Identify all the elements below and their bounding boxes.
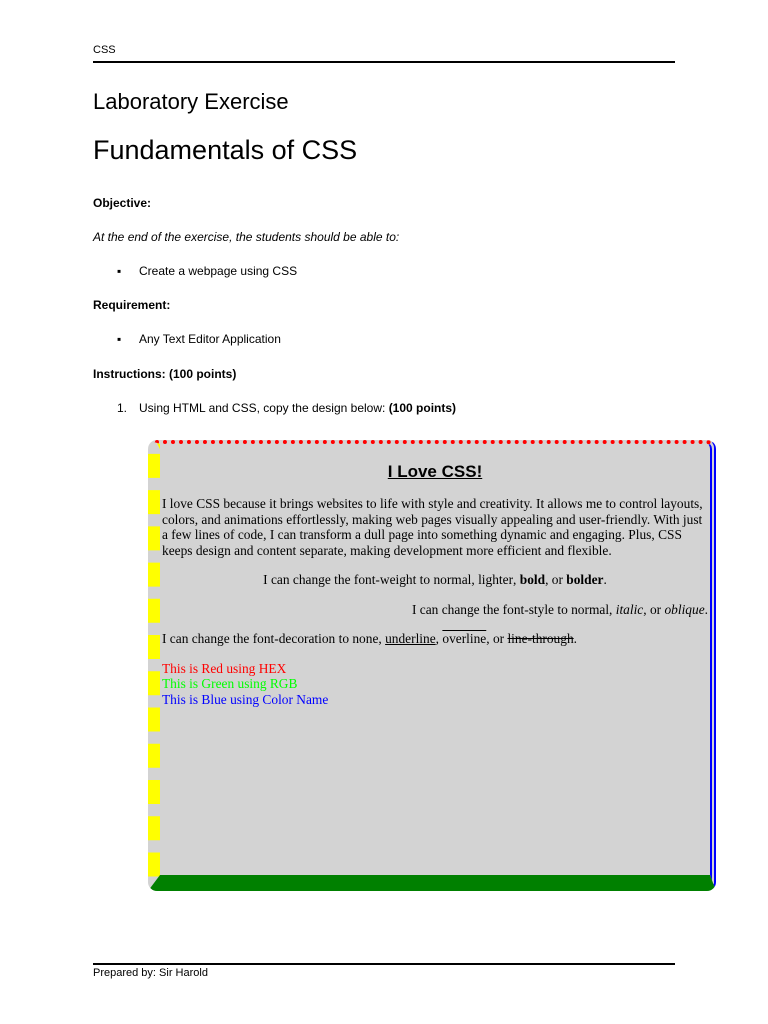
- weight-sep: , or: [545, 572, 567, 587]
- blue-name-line: This is Blue using Color Name: [162, 691, 329, 707]
- font-weight-line: [162, 572, 708, 588]
- style-oblique: oblique: [664, 601, 705, 617]
- weight-lighter: lighter: [478, 572, 514, 587]
- font-decoration-line: [162, 631, 708, 647]
- objective-heading: Objective:: [93, 196, 152, 210]
- decoration-end: .: [573, 631, 578, 646]
- bullet-marker: ▪: [117, 264, 122, 278]
- red-hex-line: This is Red using HEX: [162, 660, 287, 676]
- footer-text: Prepared by: Sir Harold: [93, 967, 208, 979]
- page-header: [93, 44, 675, 63]
- design-preview: [148, 440, 716, 891]
- objective-bullet: Create a webpage using CSS: [139, 264, 298, 278]
- requirement-heading: Requirement:: [93, 298, 171, 312]
- style-sep: , or: [643, 601, 665, 617]
- page-footer: [93, 963, 675, 979]
- weight-sep: ,: [513, 572, 520, 587]
- design-title: I Love CSS!: [387, 462, 483, 481]
- weight-prefix: I can change the font-weight to normal,: [263, 572, 479, 587]
- font-style-line: [162, 602, 708, 618]
- step-text: [139, 400, 456, 416]
- step-instruction: Using HTML and CSS, copy the design below:: [139, 401, 389, 415]
- decoration-sep: , or: [486, 631, 508, 646]
- decoration-prefix: I can change the font-decoration to none,: [162, 631, 386, 646]
- step-points: (100 points): [388, 401, 457, 415]
- step-number: 1.: [117, 401, 128, 415]
- decoration-line-through: line-through: [507, 631, 574, 646]
- weight-bold: bold: [519, 572, 546, 587]
- objective-intro: At the end of the exercise, the students should be able to:: [93, 230, 400, 244]
- style-end: .: [704, 601, 708, 617]
- decoration-overline: overline: [442, 631, 487, 646]
- green-rgb-line: This is Green using RGB: [162, 676, 298, 691]
- lab-title: Laboratory Exercise: [93, 89, 289, 114]
- instructions-heading: Instructions: (100 points): [93, 367, 237, 381]
- weight-bolder: bolder: [566, 572, 604, 587]
- design-content: [162, 444, 708, 707]
- style-italic: italic: [615, 601, 644, 617]
- requirement-bullet: Any Text Editor Application: [139, 332, 281, 346]
- decoration-underline: underline: [385, 631, 436, 646]
- bullet-marker: ▪: [117, 332, 122, 346]
- weight-end: .: [603, 572, 607, 587]
- decoration-sep: ,: [435, 631, 443, 646]
- style-prefix: I can change the font-style to normal,: [411, 601, 616, 617]
- design-paragraph: I love CSS because it brings websites to life with style and creativity. It allows me to control layouts, colors, and animations effortlessly, making web pages visually appealing and user-friendly. With just a few lines of code, I can transform a dull page into something dynamic and engaging. Plus, CSS keeps design and content separate, making development more efficient and flexible.: [162, 496, 703, 558]
- header-text: CSS: [93, 44, 116, 56]
- main-title: Fundamentals of CSS: [93, 135, 358, 165]
